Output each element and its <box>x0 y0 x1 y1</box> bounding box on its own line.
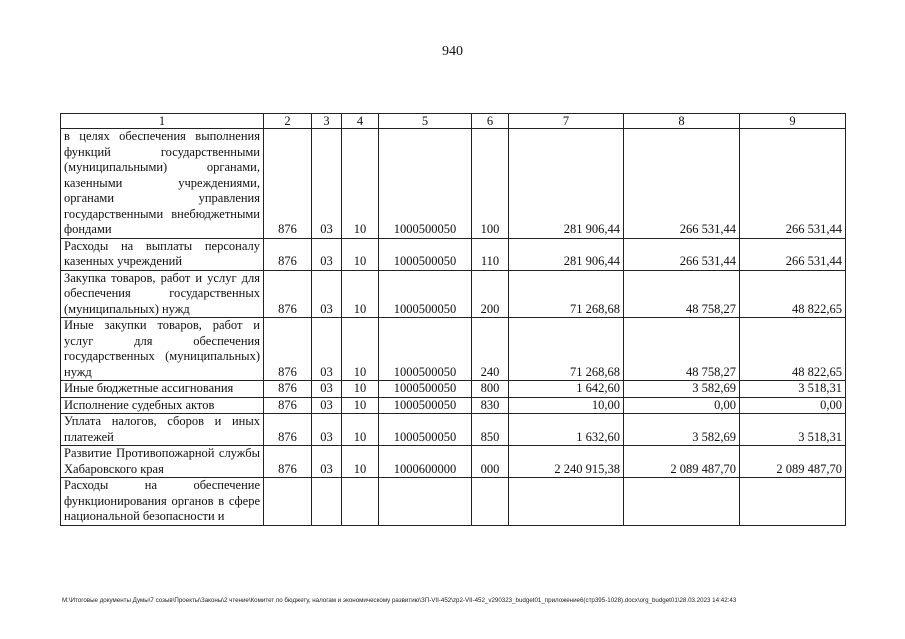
subsection-code: 10 <box>342 270 379 318</box>
amount-col7: 71 268,68 <box>509 318 624 381</box>
target-article-code: 1000500050 <box>379 414 472 446</box>
amount-col8: 266 531,44 <box>624 238 740 270</box>
amount-col9: 3 518,31 <box>740 414 846 446</box>
amount-col8 <box>624 478 740 526</box>
amount-col8: 0,00 <box>624 397 740 414</box>
subsection-code: 10 <box>342 414 379 446</box>
amount-col8: 3 582,69 <box>624 414 740 446</box>
section-code: 03 <box>312 414 342 446</box>
page-number: 940 <box>442 44 463 59</box>
file-path-footer: M:\Итоговые документы Думы\7 созыв\Проекты\Законы\2 чтение\Комитет по бюджету, налогам и экономическому развитию\ЗП-VII-452\zp2-VII-452_v290323_budget01_приложение6(стр395-1028).docx\org_budget01\28.03.2023 14:42:43 <box>62 597 737 604</box>
amount-col9: 266 531,44 <box>740 238 846 270</box>
amount-col8: 2 089 487,70 <box>624 446 740 478</box>
target-article-code: 1000500050 <box>379 238 472 270</box>
ministry-code: 876 <box>264 381 312 398</box>
section-code: 03 <box>312 397 342 414</box>
amount-col9: 266 531,44 <box>740 129 846 239</box>
amount-col9: 2 089 487,70 <box>740 446 846 478</box>
amount-col8: 266 531,44 <box>624 129 740 239</box>
amount-col8: 48 758,27 <box>624 270 740 318</box>
row-description: Закупка товаров, работ и услуг для обеспечения государственных (муниципальных) нужд <box>61 270 264 318</box>
row-description: Иные закупки товаров, работ и услуг для обеспечения государственных (муниципальных) нужд <box>61 318 264 381</box>
expense-type-code: 240 <box>472 318 509 381</box>
column-header: 2 <box>264 114 312 129</box>
section-code: 03 <box>312 238 342 270</box>
subsection-code: 10 <box>342 129 379 239</box>
expense-type-code: 000 <box>472 446 509 478</box>
expense-type-code: 850 <box>472 414 509 446</box>
column-number-row <box>61 114 846 129</box>
subsection-code: 10 <box>342 446 379 478</box>
amount-col7: 1 642,60 <box>509 381 624 398</box>
target-article-code: 1000500050 <box>379 129 472 239</box>
table-row <box>61 446 846 478</box>
amount-col9: 48 822,65 <box>740 270 846 318</box>
target-article-code: 1000500050 <box>379 397 472 414</box>
subsection-code <box>342 478 379 526</box>
section-code: 03 <box>312 446 342 478</box>
target-article-code: 1000500050 <box>379 381 472 398</box>
table-row <box>61 238 846 270</box>
section-code <box>312 478 342 526</box>
ministry-code: 876 <box>264 318 312 381</box>
target-article-code <box>379 478 472 526</box>
target-article-code: 1000500050 <box>379 270 472 318</box>
row-description: Развитие Противопожарной службы Хабаровского края <box>61 446 264 478</box>
row-description: Расходы на выплаты персоналу казенных учреждений <box>61 238 264 270</box>
amount-col8: 48 758,27 <box>624 318 740 381</box>
ministry-code: 876 <box>264 129 312 239</box>
expense-type-code: 110 <box>472 238 509 270</box>
amount-col9: 48 822,65 <box>740 318 846 381</box>
row-description: Уплата налогов, сборов и иных платежей <box>61 414 264 446</box>
section-code: 03 <box>312 129 342 239</box>
amount-col7: 10,00 <box>509 397 624 414</box>
amount-col7: 71 268,68 <box>509 270 624 318</box>
amount-col9: 3 518,31 <box>740 381 846 398</box>
ministry-code: 876 <box>264 414 312 446</box>
expense-type-code: 800 <box>472 381 509 398</box>
expense-type-code <box>472 478 509 526</box>
column-header: 5 <box>379 114 472 129</box>
table-row <box>61 318 846 381</box>
amount-col7: 281 906,44 <box>509 129 624 239</box>
table-row <box>61 129 846 239</box>
column-header: 4 <box>342 114 379 129</box>
subsection-code: 10 <box>342 381 379 398</box>
column-header: 8 <box>624 114 740 129</box>
row-description: Иные бюджетные ассигнования <box>61 381 264 398</box>
amount-col7 <box>509 478 624 526</box>
column-header: 3 <box>312 114 342 129</box>
amount-col7: 1 632,60 <box>509 414 624 446</box>
column-header: 6 <box>472 114 509 129</box>
subsection-code: 10 <box>342 318 379 381</box>
amount-col8: 3 582,69 <box>624 381 740 398</box>
section-code: 03 <box>312 270 342 318</box>
ministry-code: 876 <box>264 238 312 270</box>
expense-type-code: 830 <box>472 397 509 414</box>
column-header: 1 <box>61 114 264 129</box>
row-description: Исполнение судебных актов <box>61 397 264 414</box>
target-article-code: 1000600000 <box>379 446 472 478</box>
subsection-code: 10 <box>342 238 379 270</box>
row-description: в целях обеспечения выполнения функций государственными (муниципальными) органами, казенными учреждениями, органами управления государственными внебюджетными фондами <box>61 129 264 239</box>
amount-col7: 2 240 915,38 <box>509 446 624 478</box>
table-row <box>61 478 846 526</box>
target-article-code: 1000500050 <box>379 318 472 381</box>
amount-col9 <box>740 478 846 526</box>
ministry-code: 876 <box>264 446 312 478</box>
row-description: Расходы на обеспечение функционирования органов в сфере национальной безопасности и <box>61 478 264 526</box>
column-header: 7 <box>509 114 624 129</box>
budget-table <box>60 113 846 526</box>
ministry-code: 876 <box>264 397 312 414</box>
column-header: 9 <box>740 114 846 129</box>
table-row <box>61 270 846 318</box>
section-code: 03 <box>312 318 342 381</box>
table-row <box>61 414 846 446</box>
ministry-code: 876 <box>264 270 312 318</box>
amount-col9: 0,00 <box>740 397 846 414</box>
subsection-code: 10 <box>342 397 379 414</box>
section-code: 03 <box>312 381 342 398</box>
ministry-code <box>264 478 312 526</box>
table-row <box>61 397 846 414</box>
expense-type-code: 200 <box>472 270 509 318</box>
expense-type-code: 100 <box>472 129 509 239</box>
amount-col7: 281 906,44 <box>509 238 624 270</box>
table-row <box>61 381 846 398</box>
